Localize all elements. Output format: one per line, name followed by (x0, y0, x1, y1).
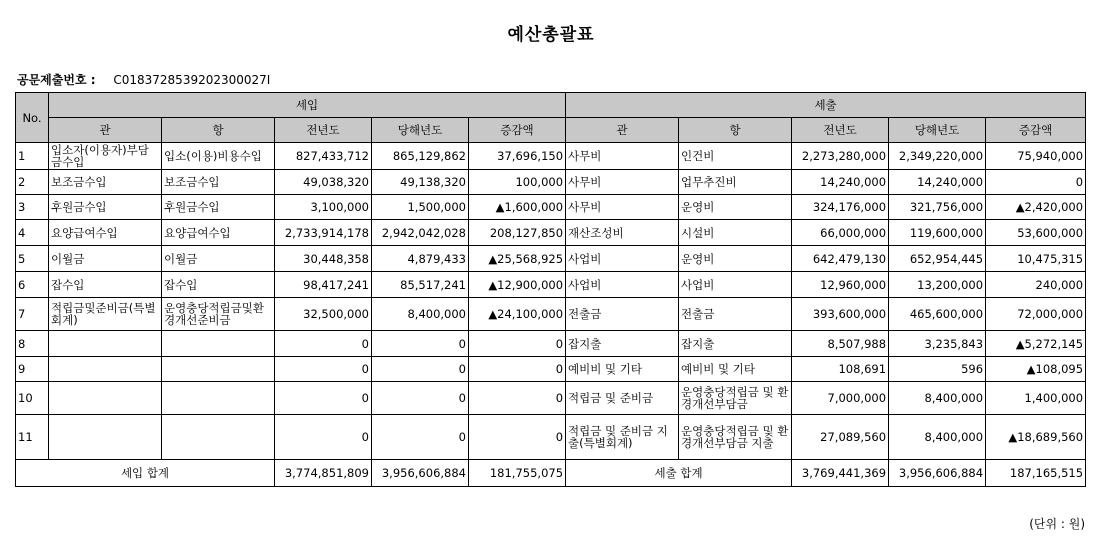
income-prev-year-cell: 30,448,358 (275, 246, 372, 272)
expense-prev-year-cell: 66,000,000 (792, 220, 889, 246)
expense-this-year-cell: 321,756,000 (889, 195, 986, 220)
income-prev-year-cell: 0 (275, 357, 372, 382)
income-this-year-cell: 49,138,320 (372, 170, 469, 195)
row-no-cell: 3 (16, 195, 49, 220)
income-change-cell: 100,000 (469, 170, 566, 195)
header-expense-this-year: 당해년도 (889, 118, 986, 143)
table-row (16, 246, 1086, 272)
income-prev-year-cell: 3,100,000 (275, 195, 372, 220)
expense-prev-year-cell: 324,176,000 (792, 195, 889, 220)
expense-change-cell: ▲5,272,145 (986, 331, 1086, 357)
expense-hang-cell: 운영충당적립금 및 환경개선부담금 지출 (679, 415, 792, 460)
expense-gwan-cell: 사무비 (566, 143, 679, 170)
income-this-year-cell: 0 (372, 415, 469, 460)
expense-gwan-cell: 적립금 및 준비금 (566, 382, 679, 415)
income-total-this-year: 3,956,606,884 (372, 460, 469, 487)
totals-row (16, 460, 1086, 487)
row-no-cell: 6 (16, 272, 49, 298)
unit-note: (단위 : 원) (1029, 517, 1085, 531)
income-change-cell: 0 (469, 382, 566, 415)
row-no-cell: 2 (16, 170, 49, 195)
income-change-cell: 37,696,150 (469, 143, 566, 170)
header-expense-hang: 항 (679, 118, 792, 143)
budget-summary-table (15, 92, 1086, 487)
header-income: 세입 (49, 93, 566, 118)
income-gwan-cell: 보조금수입 (49, 170, 162, 195)
income-prev-year-cell: 827,433,712 (275, 143, 372, 170)
expense-hang-cell: 운영비 (679, 195, 792, 220)
expense-change-cell: 72,000,000 (986, 298, 1086, 331)
table-row (16, 415, 1086, 460)
row-no-cell: 8 (16, 331, 49, 357)
expense-this-year-cell: 119,600,000 (889, 220, 986, 246)
expense-this-year-cell: 3,235,843 (889, 331, 986, 357)
expense-change-cell: ▲108,095 (986, 357, 1086, 382)
expense-total-change: 187,165,515 (986, 460, 1086, 487)
expense-prev-year-cell: 2,273,280,000 (792, 143, 889, 170)
expense-gwan-cell: 사업비 (566, 272, 679, 298)
income-prev-year-cell: 0 (275, 382, 372, 415)
income-hang-cell (162, 415, 275, 460)
income-prev-year-cell: 32,500,000 (275, 298, 372, 331)
row-no-cell: 4 (16, 220, 49, 246)
expense-this-year-cell: 14,240,000 (889, 170, 986, 195)
income-this-year-cell: 2,942,042,028 (372, 220, 469, 246)
income-prev-year-cell: 0 (275, 415, 372, 460)
income-gwan-cell (49, 415, 162, 460)
expense-hang-cell: 업무추진비 (679, 170, 792, 195)
row-no-cell: 10 (16, 382, 49, 415)
expense-total-label: 세출 합계 (566, 460, 792, 487)
income-change-cell: 0 (469, 331, 566, 357)
income-this-year-cell: 1,500,000 (372, 195, 469, 220)
document-number-label: 공문제출번호 : (17, 73, 96, 87)
income-prev-year-cell: 49,038,320 (275, 170, 372, 195)
expense-hang-cell: 사업비 (679, 272, 792, 298)
expense-hang-cell: 잡지출 (679, 331, 792, 357)
table-row (16, 195, 1086, 220)
expense-hang-cell: 운영비 (679, 246, 792, 272)
expense-prev-year-cell: 393,600,000 (792, 298, 889, 331)
expense-change-cell: ▲18,689,560 (986, 415, 1086, 460)
table-row (16, 143, 1086, 170)
table-row (16, 357, 1086, 382)
table-row (16, 382, 1086, 415)
income-gwan-cell (49, 357, 162, 382)
income-total-label: 세입 합계 (16, 460, 275, 487)
table-row (16, 272, 1086, 298)
page-title: 예산총괄표 (507, 25, 595, 45)
income-change-cell: 0 (469, 415, 566, 460)
expense-hang-cell: 인건비 (679, 143, 792, 170)
income-gwan-cell: 적립금및준비금(특별회계) (49, 298, 162, 331)
expense-this-year-cell: 652,954,445 (889, 246, 986, 272)
header-income-hang: 항 (162, 118, 275, 143)
expense-change-cell: 0 (986, 170, 1086, 195)
expense-hang-cell: 시설비 (679, 220, 792, 246)
expense-prev-year-cell: 642,479,130 (792, 246, 889, 272)
header-expense: 세출 (566, 93, 1086, 118)
header-income-this-year: 당해년도 (372, 118, 469, 143)
income-gwan-cell: 요양급여수입 (49, 220, 162, 246)
table-row (16, 331, 1086, 357)
income-this-year-cell: 0 (372, 382, 469, 415)
table-row (16, 298, 1086, 331)
expense-this-year-cell: 8,400,000 (889, 382, 986, 415)
income-hang-cell: 후원금수입 (162, 195, 275, 220)
expense-this-year-cell: 596 (889, 357, 986, 382)
expense-total-prev-year: 3,769,441,369 (792, 460, 889, 487)
expense-prev-year-cell: 14,240,000 (792, 170, 889, 195)
income-this-year-cell: 865,129,862 (372, 143, 469, 170)
expense-prev-year-cell: 12,960,000 (792, 272, 889, 298)
income-change-cell: ▲25,568,925 (469, 246, 566, 272)
expense-hang-cell: 전출금 (679, 298, 792, 331)
row-no-cell: 7 (16, 298, 49, 331)
header-expense-change: 증감액 (986, 118, 1086, 143)
expense-total-this-year: 3,956,606,884 (889, 460, 986, 487)
income-change-cell: ▲1,600,000 (469, 195, 566, 220)
expense-gwan-cell: 사무비 (566, 170, 679, 195)
income-change-cell: 208,127,850 (469, 220, 566, 246)
income-hang-cell (162, 331, 275, 357)
income-this-year-cell: 85,517,241 (372, 272, 469, 298)
row-no-cell: 5 (16, 246, 49, 272)
income-prev-year-cell: 98,417,241 (275, 272, 372, 298)
expense-hang-cell: 운영충당적립금 및 환경개선부담금 (679, 382, 792, 415)
table-row (16, 220, 1086, 246)
expense-this-year-cell: 465,600,000 (889, 298, 986, 331)
income-gwan-cell: 이월금 (49, 246, 162, 272)
income-change-cell: ▲12,900,000 (469, 272, 566, 298)
income-total-prev-year: 3,774,851,809 (275, 460, 372, 487)
income-gwan-cell: 입소자(이용자)부담금수입 (49, 143, 162, 170)
income-change-cell: 0 (469, 357, 566, 382)
income-gwan-cell (49, 331, 162, 357)
expense-gwan-cell: 사업비 (566, 246, 679, 272)
income-this-year-cell: 4,879,433 (372, 246, 469, 272)
expense-this-year-cell: 8,400,000 (889, 415, 986, 460)
expense-change-cell: 10,475,315 (986, 246, 1086, 272)
income-hang-cell: 요양급여수입 (162, 220, 275, 246)
document-number-line (17, 71, 270, 88)
income-hang-cell: 보조금수입 (162, 170, 275, 195)
expense-gwan-cell: 적립금 및 준비금 지출(특별회계) (566, 415, 679, 460)
income-prev-year-cell: 0 (275, 331, 372, 357)
expense-change-cell: 53,600,000 (986, 220, 1086, 246)
expense-this-year-cell: 13,200,000 (889, 272, 986, 298)
expense-gwan-cell: 잡지출 (566, 331, 679, 357)
income-gwan-cell: 후원금수입 (49, 195, 162, 220)
expense-gwan-cell: 재산조성비 (566, 220, 679, 246)
income-this-year-cell: 8,400,000 (372, 298, 469, 331)
header-income-change: 증감액 (469, 118, 566, 143)
expense-change-cell: ▲2,420,000 (986, 195, 1086, 220)
income-hang-cell: 입소(이용)비용수입 (162, 143, 275, 170)
income-hang-cell: 이월금 (162, 246, 275, 272)
income-hang-cell (162, 357, 275, 382)
income-this-year-cell: 0 (372, 331, 469, 357)
income-total-change: 181,755,075 (469, 460, 566, 487)
document-number-value: C0183728539202300027I (113, 73, 271, 87)
header-income-prev-year: 전년도 (275, 118, 372, 143)
income-hang-cell: 잡수입 (162, 272, 275, 298)
expense-change-cell: 75,940,000 (986, 143, 1086, 170)
income-this-year-cell: 0 (372, 357, 469, 382)
income-gwan-cell (49, 382, 162, 415)
header-expense-gwan: 관 (566, 118, 679, 143)
header-expense-prev-year: 전년도 (792, 118, 889, 143)
expense-prev-year-cell: 108,691 (792, 357, 889, 382)
expense-gwan-cell: 사무비 (566, 195, 679, 220)
header-no: No. (16, 93, 49, 143)
row-no-cell: 1 (16, 143, 49, 170)
row-no-cell: 9 (16, 357, 49, 382)
income-gwan-cell: 잡수입 (49, 272, 162, 298)
expense-gwan-cell: 예비비 및 기타 (566, 357, 679, 382)
income-hang-cell (162, 382, 275, 415)
income-prev-year-cell: 2,733,914,178 (275, 220, 372, 246)
table-row (16, 170, 1086, 195)
expense-prev-year-cell: 8,507,988 (792, 331, 889, 357)
expense-gwan-cell: 전출금 (566, 298, 679, 331)
row-no-cell: 11 (16, 415, 49, 460)
expense-change-cell: 1,400,000 (986, 382, 1086, 415)
expense-hang-cell: 예비비 및 기타 (679, 357, 792, 382)
income-hang-cell: 운영충당적립금및환경개선준비금 (162, 298, 275, 331)
expense-prev-year-cell: 27,089,560 (792, 415, 889, 460)
header-income-gwan: 관 (49, 118, 162, 143)
expense-prev-year-cell: 7,000,000 (792, 382, 889, 415)
income-change-cell: ▲24,100,000 (469, 298, 566, 331)
expense-change-cell: 240,000 (986, 272, 1086, 298)
expense-this-year-cell: 2,349,220,000 (889, 143, 986, 170)
